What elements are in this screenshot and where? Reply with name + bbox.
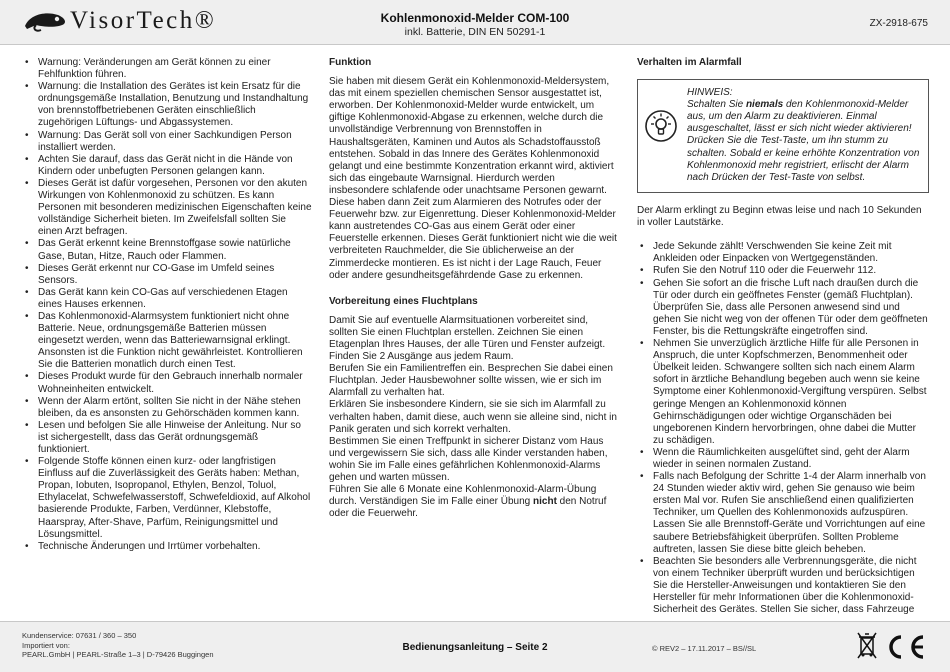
ce-mark-icon bbox=[881, 634, 929, 660]
list-item: • Achten Sie darauf, dass das Gerät nicht in die Hände von Kindern oder unbefugten Personen gelangen kann. bbox=[22, 154, 312, 178]
escape-paragraph-3: Erklären Sie insbesondere Kindern, sie sie sich im Alarmfall zu verhalten haben, damit diese, auch wenn sie alleine sind, nicht in Panik geraten und sich korrekt verhalten. bbox=[329, 399, 617, 435]
list-item: • Technische Änderungen und Irrtümer vorbehalten. bbox=[22, 541, 312, 553]
escape-p5-start: Führen Sie alle 6 Monate eine Kohlenmonoxid-Alarm-Übung durch. Verständigen Sie im Falle einer Übung bbox=[329, 484, 597, 508]
warning-list bbox=[22, 57, 312, 553]
list-item: • Gehen Sie sofort an die frische Luft nach draußen durch die Tür oder durch ein geöffnetes Fenster (gemäß Fluchtplan). Überprüfen Sie, dass alle Personen anwesend sind und gehen Sie nicht weg von der offenen Tür oder dem geöffneten Fenster, bis die Rettungskräfte eingetroffen sind. bbox=[637, 278, 929, 338]
list-item: • Falls nach Befolgung der Schritte 1-4 der Alarm innerhalb von 24 Stunden wieder aktiv wird, gehen Sie genauso wie beim ersten Mal vor. Rufen Sie anschließend einen qualifizierten Techniker, um Quellen des Kohlenmonoxids aufzuspüren. Lassen Sie alle Brennstoff-Geräte und Vorrichtungen auf eine saubere Betriebsfähigkeit überprüfen. Sollten Probleme auftreten, lassen Sie diese bitte gleich beheben. bbox=[637, 471, 929, 556]
hint-start: Schalten Sie bbox=[687, 99, 746, 111]
chameleon-logo-icon bbox=[22, 9, 68, 33]
hint-text bbox=[687, 87, 922, 184]
escape-p5-emphasis: nicht bbox=[533, 496, 557, 508]
list-item: • Das Gerät erkennt keine Brennstoffgase sowie natürliche Gase, Butan, Hitze, Rauch oder Flammen. bbox=[22, 238, 312, 262]
customer-service: Kundenservice: 07631 / 360 – 350 bbox=[22, 631, 137, 640]
list-item: • Warnung: Das Gerät soll von einer Sachkundigen Person installiert werden. bbox=[22, 130, 312, 154]
escape-paragraph-4: Bestimmen Sie einen Treffpunkt in sicherer Distanz vom Haus und vergewissern Sie sich, dass alle Kinder verstanden haben, wohin Sie im Falle eines gefährlichen Kohlenmonoxid-Alarms gehen und warten müssen. bbox=[329, 435, 608, 483]
crossed-out-bin-icon bbox=[857, 630, 877, 660]
footer-contact bbox=[22, 631, 214, 660]
importer-address: PEARL.GmbH | PEARL-Straße 1–3 | D-79426 Buggingen bbox=[22, 650, 214, 659]
hint-emphasis: niemals bbox=[745, 99, 784, 111]
hint-box bbox=[637, 79, 929, 193]
section-gap bbox=[329, 282, 617, 291]
page-header bbox=[0, 0, 950, 45]
section-title-function: Funktion bbox=[329, 57, 372, 68]
escape-paragraph-2: Berufen Sie ein Familientreffen ein. Besprechen Sie dabei einen Fluchtplan. Jeder Hausbewohner sollte wissen, wie er sich im Alarmfall zu verhalten hat. bbox=[329, 363, 613, 399]
list-item: • Nehmen Sie unverzüglich ärztliche Hilfe für alle Personen in Anspruch, die unter Kopfschmerzen, Benommenheit oder Übelkeit leiden. Schwangere sollten sich nach einem Alarm sofort in ärztliche Behandlung begeben auch wenn sie keine Symptome einer Kohlenmonoxid-Vergiftung verspüren. Selbst geringe Mengen an Kohlenmonoxid können Gehirnschädigungen oder wichtige Organschäden bei ungeborenen Kindern hervorbringen, ohne dabei die Mutter zu schädigen. bbox=[637, 338, 929, 447]
list-item: • Warnung: Veränderungen am Gerät können zu einer Fehlfunktion führen. bbox=[22, 57, 312, 81]
escape-paragraph-5 bbox=[329, 484, 617, 520]
function-paragraph: Sie haben mit diesem Gerät ein Kohlenmonoxid-Meldersystem, das mit einem speziellen chemischen Sensor ausgestattet ist, erworben. Der Kohlenmonoxid-Melder wurde entwickelt, um giftige Kohlenmonoxid-Abgase zu erkennen, welche durch die unvollständige Verbrennung von Brennstoffen in Haushaltsgeräten, Kaminen und Autos als Schadstoffausstoß entstehen. Sobald in das Innere des Gerätes Kohlenmonoxid gelangt und eine bestimmte Konzentration erkannt wird, aktiviert sich das eingebaute Warnsignal. Hierdurch werden insbesondere schlafende oder unachtsame Personen gewarnt. Diese haben dann Zeit zum Alarmieren des Notrufes oder der Feuerwehr bzw. zur Eigenrettung. Dieser Kohlenmonoxid-Melder kann austretendes CO-Gas aus einem Gerät oder einer Feuerstelle erkennen. Dieses Gerät funktioniert nicht wie die weit verbreiteten Rauchmelder, die Sie üblicherweise an der Zimmerdecke montieren. Es ist nicht i der Lage Rauch, Feuer oder andere gesundheitsgefährdende Gase zu erkennen. bbox=[329, 76, 617, 281]
list-item: • Dieses Gerät ist dafür vorgesehen, Personen vor den akuten Wirkungen von Kohlenmonoxid zu schützen. Es kann Personen mit besonderen medizinischen Eigenschaften keine vollständige Sicherheit bieten. Im Zweifelsfall sollten Sie einen Arzt befragen. bbox=[22, 178, 312, 238]
list-item: • Folgende Stoffe können einen kurz- oder langfristigen Einfluss auf die Zuverlässigkeit des Geräts haben: Methan, Propan, Iobuten, Isopropanol, Ethylen, Benzol, Toluol, Ethylacelat, Schwefelwasserstoff, Schwefeldioxid, auf Alkohol basierende Produkte, Farben, Verdünner, Klebstoffe, Haarspray, After-Shave, Parfüm, Reinigungsmittel und Lösungsmittel. bbox=[22, 456, 312, 541]
list-item: • Dieses Produkt wurde für den Gebrauch innerhalb normaler Wohneinheiten entwickelt. bbox=[22, 371, 312, 395]
title-block bbox=[290, 11, 660, 39]
document-title: Kohlenmonoxid-Melder COM-100 bbox=[380, 11, 570, 25]
page-label: Bedienungsanleitung – Seite 2 bbox=[402, 642, 548, 653]
revision-info: © REV2 – 17.11.2017 – BS//SL bbox=[652, 644, 757, 653]
list-item: • Beachten Sie besonders alle Verbrennungsgeräte, die nicht von einem Techniker überprüft wurden und berücksichtigen Sie die Hersteller-Anweisungen und kontaktieren Sie den Hersteller für mehr Informationen über die Kohlenmonoxid-Sicherheit des Gerätes. Stellen Sie sicher, dass Fahrzeuge bbox=[637, 556, 929, 616]
list-item: • Das Kohlenmonoxid-Alarmsystem funktioniert nicht ohne Batterie. Neue, ordnungsgemäße Batterien müssen eingesetzt werden, wenn das Batteriewarnsignal erklingt. Ansonsten ist die Funktion nicht gewährleistet. Kontrollieren Sie die Batterien monatlich durch einen Test. bbox=[22, 311, 312, 371]
list-item: • Jede Sekunde zählt! Verschwenden Sie keine Zeit mit Ankleiden oder Einpacken von Wertgegenständen. bbox=[637, 241, 929, 265]
hint-end: den Kohlenmonoxid-Melder aus, um den Alarm zu deaktivieren. Einmal ausgeschaltet, lässt er sich nicht wieder aktivieren! Drücken Sie die Test-Taste, um ihn stumm zu schalten. Sobald er keine erhöhte Konzentration von Kohlenmonoxid mehr registriert, erlischt der Alarm nach Drücken der Test-Taste von selbst. bbox=[687, 99, 920, 183]
column-function bbox=[329, 52, 617, 520]
section-title-alarm: Verhalten im Alarmfall bbox=[637, 57, 742, 68]
page-footer bbox=[0, 621, 950, 672]
escape-p5-end: den Notruf oder die Feuerwehr. bbox=[329, 496, 607, 520]
column-alarm-behaviour bbox=[637, 52, 929, 616]
list-item: • Wenn die Räumlichkeiten ausgelüftet sind, geht der Alarm wieder in seinen normalen Zustand. bbox=[637, 447, 929, 471]
alarm-steps-list bbox=[637, 241, 929, 616]
document-subtitle: inkl. Batterie, DIN EN 50291-1 bbox=[404, 26, 546, 38]
section-title-escape-plan: Vorbereitung eines Fluchtplans bbox=[329, 295, 478, 307]
article-number: ZX-2918-675 bbox=[869, 18, 928, 29]
lightbulb-hint-icon bbox=[645, 110, 677, 142]
hint-body bbox=[687, 99, 922, 184]
column-safety-warnings bbox=[22, 52, 312, 553]
list-item: • Lesen und befolgen Sie alle Hinweise der Anleitung. Nur so ist sichergestellt, dass das Gerät ordnungsgemäß funktioniert. bbox=[22, 420, 312, 456]
importer-label: Importiert von: bbox=[22, 640, 70, 650]
alarm-intro: Der Alarm erklingt zu Beginn etwas leise und nach 10 Sekunden in voller Lautstärke. bbox=[637, 205, 922, 229]
list-item: • Wenn der Alarm ertönt, sollten Sie nicht in der Nähe stehen bleiben, da es ansonsten zu Gehörschäden kommen kann. bbox=[22, 396, 312, 420]
brand-logo bbox=[22, 6, 272, 38]
list-item: • Warnung: die Installation des Gerätes ist kein Ersatz für die ordnungsgemäße Installation, Benutzung und Instandhaltung von brennstoffbetriebenen Geräten einschließlich zugehörigen Lüftungs- und Abgassystemen. bbox=[22, 81, 312, 129]
escape-paragraph-1: Damit Sie auf eventuelle Alarmsituationen vorbereitet sind, sollten Sie einen Fluchtplan erstellen. Zeichnen Sie einen Etagenplan Ihres Hauses, der alle Türen und Fenster aufzeigt. Finden Sie 2 Ausgänge aus jedem Raum. bbox=[329, 314, 606, 363]
list-item: • Dieses Gerät erkennt nur CO-Gase im Umfeld seines Sensors. bbox=[22, 263, 312, 287]
hint-label: HINWEIS: bbox=[687, 87, 733, 99]
list-item: • Rufen Sie den Notruf 110 oder die Feuerwehr 112. bbox=[637, 265, 929, 277]
list-item: • Das Gerät kann kein CO-Gas auf verschiedenen Etagen eines Hauses erkennen. bbox=[22, 287, 312, 311]
brand-name: VisorTech® bbox=[70, 7, 217, 34]
